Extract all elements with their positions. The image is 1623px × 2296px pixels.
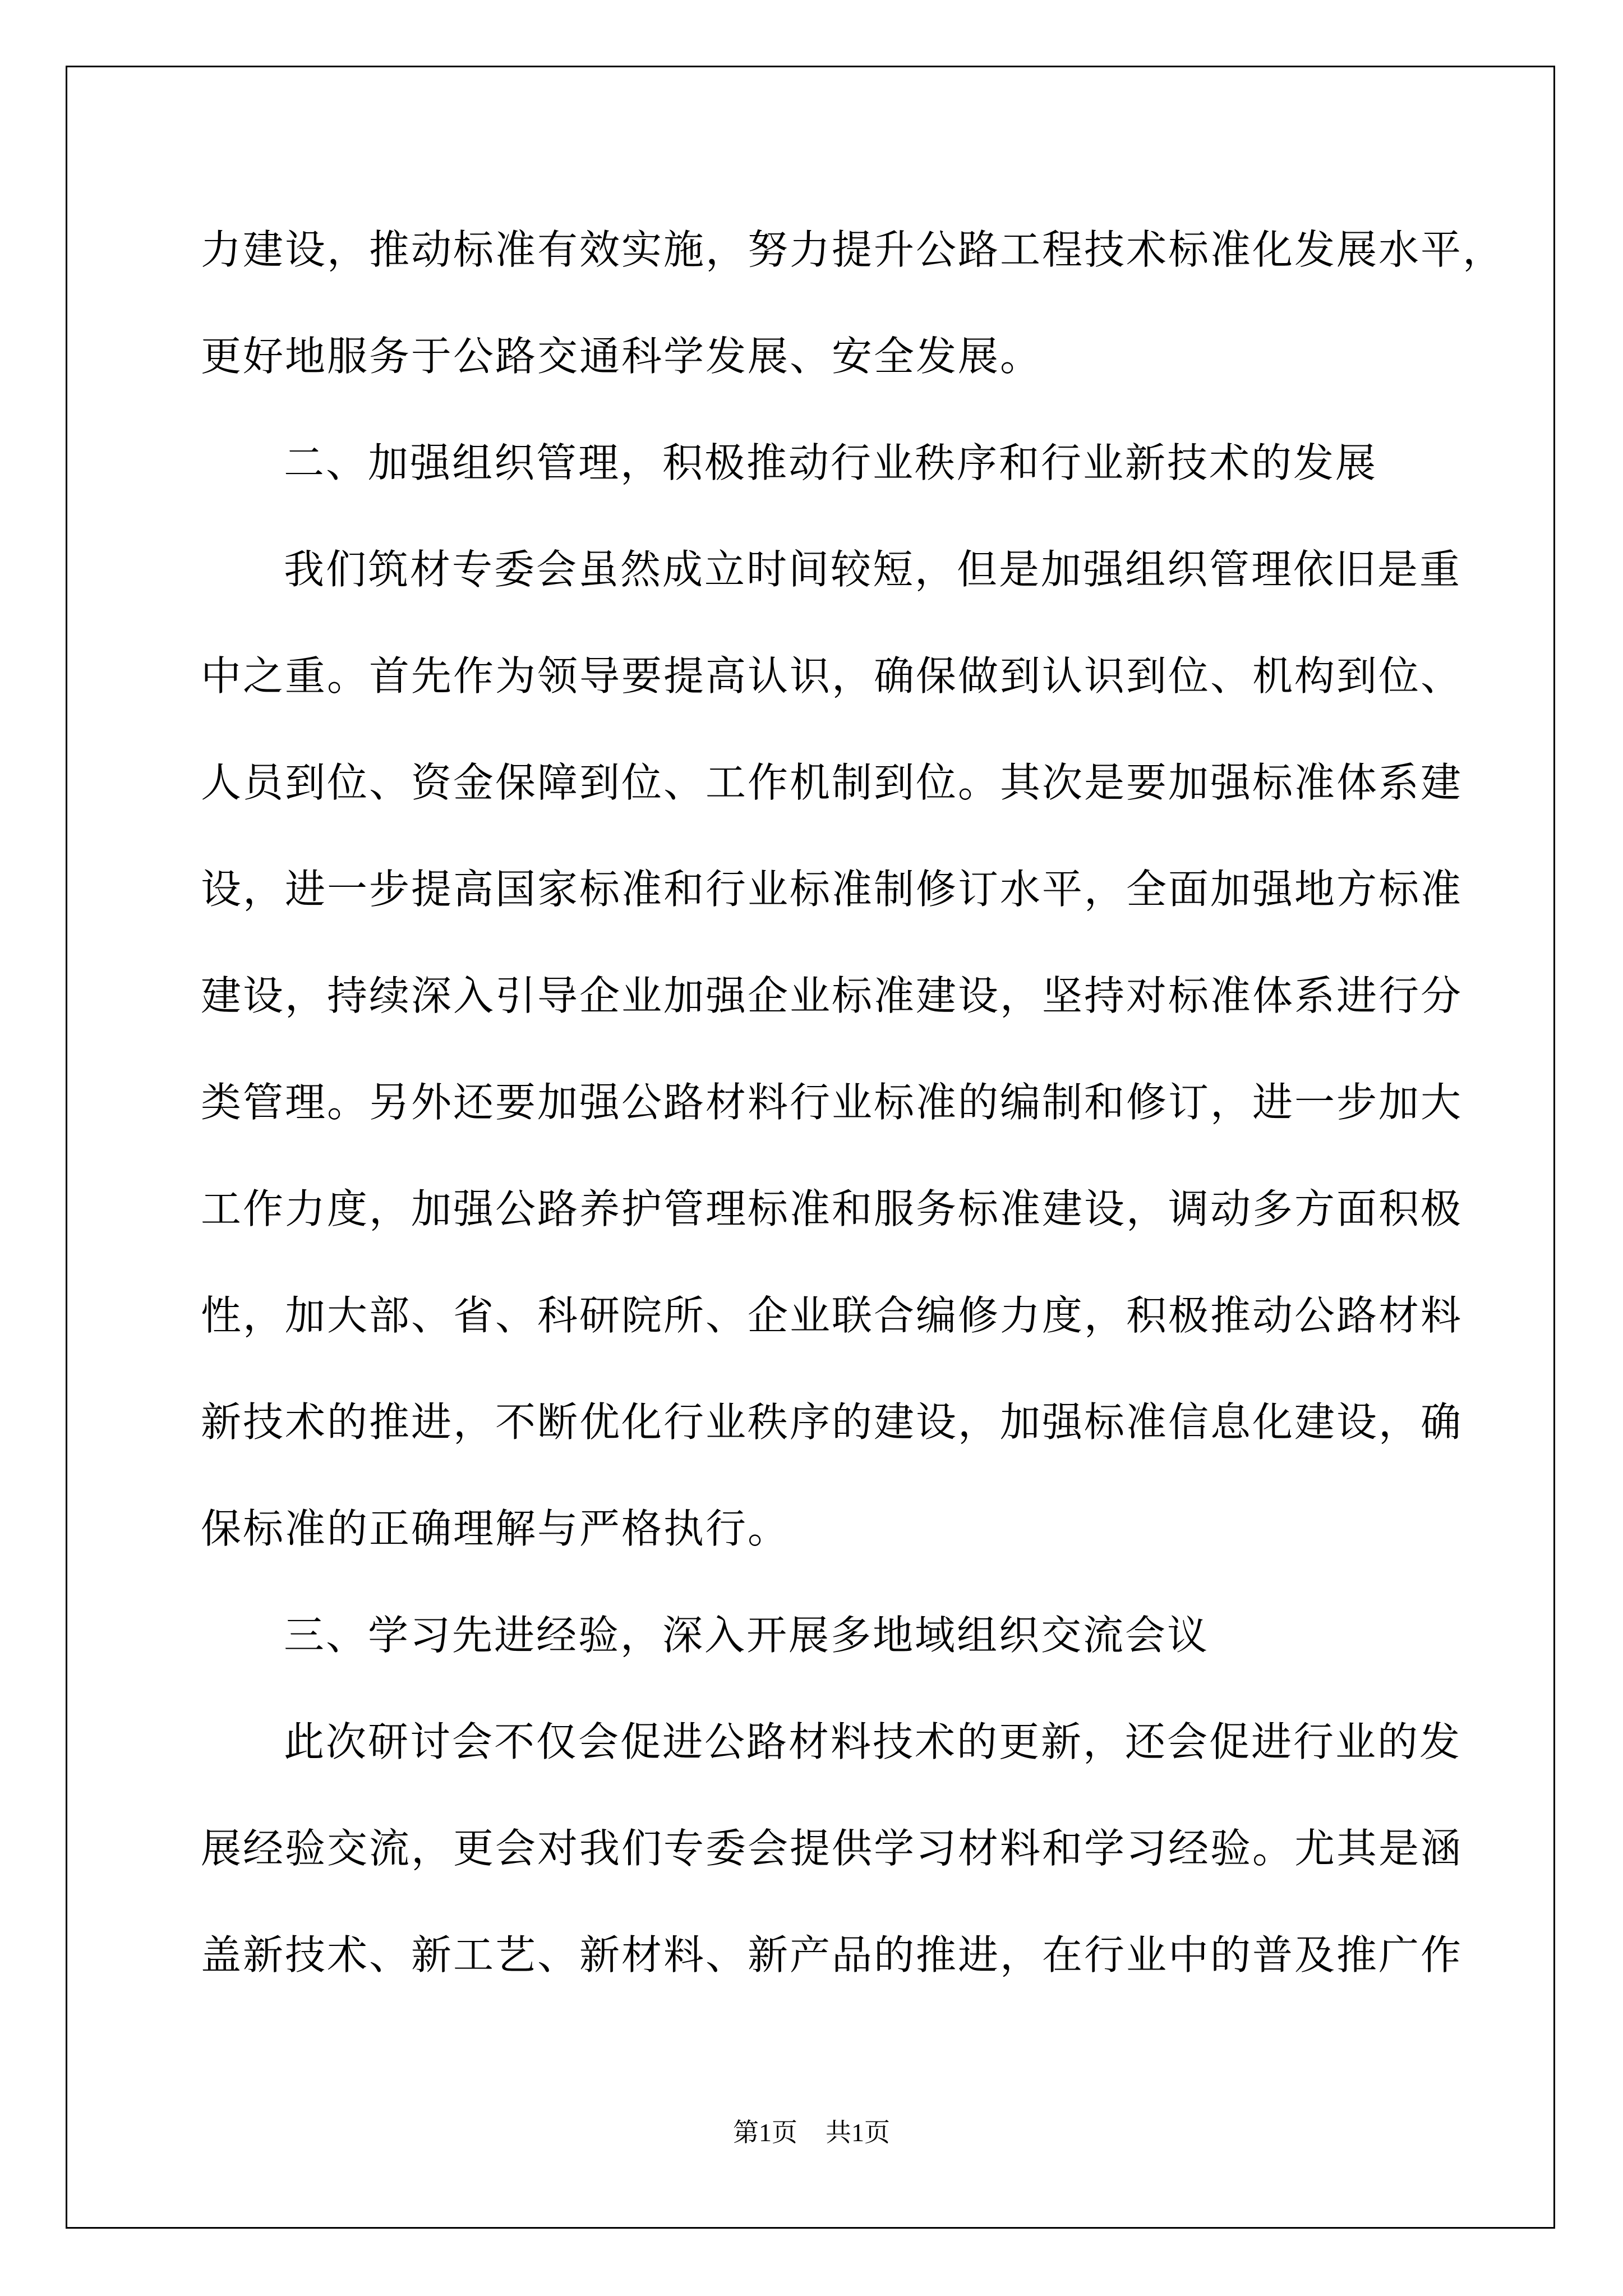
document-body: [201, 222, 1505, 2033]
body-line: 建设，持续深入引导企业加强企业标准建设，坚持对标准体系进行分: [201, 972, 1463, 1019]
body-line: 展经验交流，更会对我们专委会提供学习材料和学习经验。尤其是涵: [201, 1825, 1463, 1872]
body-line: 力建设，推动标准有效实施，努力提升公路工程技术标准化发展水平，: [201, 226, 1505, 273]
body-line: 中之重。首先作为领导要提高认识，确保做到认识到位、机构到位、: [201, 652, 1463, 700]
body-line: 工作力度，加强公路养护管理标准和服务标准建设，调动多方面积极: [201, 1185, 1463, 1232]
section-heading: 二、加强组织管理，积极推动行业秩序和行业新技术的发展: [284, 439, 1378, 486]
body-line: 盖新技术、新工艺、新材料、新产品的推进，在行业中的普及推广作: [201, 1931, 1463, 1978]
body-line: 保标准的正确理解与严格执行。: [201, 1505, 790, 1552]
page-number-total: 共1页: [826, 2118, 890, 2147]
page-footer: [0, 2116, 1623, 2150]
body-line: 此次研讨会不仅会促进公路材料技术的更新，还会促进行业的发: [284, 1718, 1462, 1765]
body-line: 性，加大部、省、科研院所、企业联合编修力度，积极推动公路材料: [201, 1292, 1463, 1339]
section-heading: 三、学习先进经验，深入开展多地域组织交流会议: [284, 1612, 1210, 1659]
body-line: 人员到位、资金保障到位、工作机制到位。其次是要加强标准体系建: [201, 759, 1463, 806]
body-line: 新技术的推进，不断优化行业秩序的建设，加强标准信息化建设，确: [201, 1398, 1463, 1446]
body-line: 类管理。另外还要加强公路材料行业标准的编制和修订，进一步加大: [201, 1079, 1463, 1126]
body-line: 设，进一步提高国家标准和行业标准制修订水平，全面加强地方标准: [201, 866, 1463, 913]
body-line: 我们筑材专委会虽然成立时间较短，但是加强组织管理依旧是重: [284, 546, 1462, 593]
page-number-current: 第1页: [733, 2118, 797, 2147]
body-line: 更好地服务于公路交通科学发展、安全发展。: [201, 333, 1043, 380]
